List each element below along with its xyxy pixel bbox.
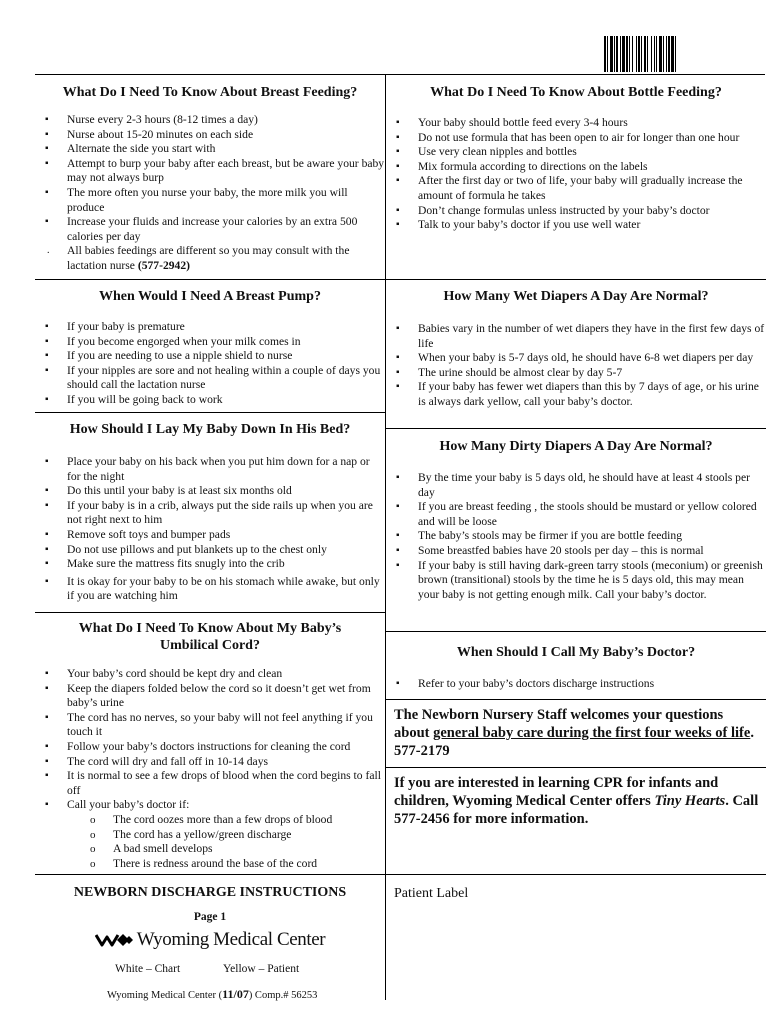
cord-list: [35, 667, 385, 813]
dirty-diapers-section: [386, 438, 766, 602]
lactation-phone: (577-2942): [137, 258, 191, 272]
form-title: NEWBORN DISCHARGE INSTRUCTIONS: [73, 885, 347, 900]
wet-diapers-title: How Many Wet Diapers A Day Are Normal?: [443, 289, 709, 304]
logo: [35, 929, 385, 951]
breast-pump-list: [35, 320, 385, 408]
lay-down-section: [35, 421, 385, 604]
bottle-feeding-list: [386, 116, 766, 233]
wet-diapers-list: [386, 322, 766, 410]
list-item: ▪ Do not use pillows and put blankets up to the chest only: [35, 543, 385, 558]
copy-distribution: [35, 963, 385, 979]
list-item: ▪ The cord has no nerves, so your baby will not feel anything if you touch it: [35, 711, 385, 740]
list-item: ▪ Do this until your baby is at least six months old: [35, 484, 385, 499]
list-item: ▪ Nurse about 15-20 minutes on each side: [35, 128, 385, 143]
list-item: ▪ If you are breast feeding , the stools should be mustard or yellow colored and will be loose: [386, 500, 766, 529]
list-item: ▪ After the first day or two of life, your baby will gradually increase the amount of formula he takes: [386, 174, 766, 203]
list-item: ▪ Nurse every 2-3 hours (8-12 times a day): [35, 113, 385, 128]
cord-section: [35, 620, 385, 871]
wmc-logo-icon: [95, 932, 133, 948]
breast-pump-section: [35, 288, 385, 408]
rule: [386, 279, 766, 280]
bottle-feeding-section: [386, 84, 766, 233]
rule: [386, 631, 766, 632]
rule: [35, 412, 385, 413]
lay-down-title: How Should I Lay My Baby Down In His Bed?: [69, 422, 351, 437]
list-item: o The cord oozes more than a few drops of blood: [35, 813, 385, 828]
list-item: ▪ Remove soft toys and bumper pads: [35, 528, 385, 543]
list-item: ▪ Use very clean nipples and bottles: [386, 145, 766, 160]
list-item: ▪ Follow your baby’s doctors instructions for cleaning the cord: [35, 740, 385, 755]
call-doctor-title: When Should I Call My Baby’s Doctor?: [456, 645, 696, 660]
rule: [35, 279, 385, 280]
breast-feeding-section: [35, 84, 385, 274]
list-item: ▪ It is normal to see a few drops of blood when the cord begins to fall off: [35, 769, 385, 798]
list-item: ▪ By the time your baby is 5 days old, he should have at least 4 stools per day: [386, 471, 766, 500]
copy-yellow: Yellow – Patient: [223, 963, 300, 975]
patient-label: Patient Label: [394, 886, 469, 901]
list-item: ▪ The cord will dry and fall off in 10-14 days: [35, 755, 385, 770]
list-item: ▪ Place your baby on his back when you put him down for a nap or for the night: [35, 455, 385, 484]
list-item: ▪ If your baby is still having dark-green tarry stools (meconium) or greenish brown (transitional) stools by the time he is 5 days old, this may mean your baby is not getting enough milk. Call your baby’s doctor.: [386, 559, 766, 603]
rule: [386, 767, 766, 768]
breast-feeding-title: What Do I Need To Know About Breast Feeding?: [62, 85, 358, 100]
rule: [386, 874, 766, 875]
barcode: [604, 36, 726, 72]
list-item: ▪ If you will be going back to work: [35, 393, 385, 408]
breast-feeding-list: [35, 113, 385, 274]
footer-block: [35, 885, 385, 1002]
list-item: ▪ The urine should be almost clear by day 5-7: [386, 366, 766, 381]
list-item: ▪ Increase your fluids and increase your calories by an extra 500 calories per day: [35, 215, 385, 244]
list-item: ▪ If your baby is in a crib, always put the side rails up when you are not right next to him: [35, 499, 385, 528]
form-number: Wyoming Medical Center (11/07) Comp.# 56253: [107, 987, 318, 1001]
list-item: ▪ Attempt to burp your baby after each breast, but be aware your baby may not always burp: [35, 157, 385, 186]
list-item: ▪ Don’t change formulas unless instructed by your baby’s doctor: [386, 204, 766, 219]
list-item: ▪ It is okay for your baby to be on his stomach while awake, but only if you are watching him: [35, 575, 385, 604]
dirty-diapers-list: [386, 471, 766, 602]
call-doctor-section: [386, 644, 766, 692]
list-item: ▪ The more often you nurse your baby, the more milk you will produce: [35, 186, 385, 215]
rule: [386, 428, 766, 429]
list-item: ▪ If your baby has fewer wet diapers than this by 7 days of age, or his urine is always dark yellow, call your baby’s doctor.: [386, 380, 766, 409]
list-item: ▪ Call your baby’s doctor if:: [35, 798, 385, 813]
list-item: ▪ Keep the diapers folded below the cord so it doesn’t get wet from baby’s urine: [35, 682, 385, 711]
list-item: ▪ If your baby is premature: [35, 320, 385, 335]
list-item: ▪ Your baby should bottle feed every 3-4 hours: [386, 116, 766, 131]
list-item: ▪ Some breastfed babies have 20 stools per day – this is normal: [386, 544, 766, 559]
list-item: ▪ If you are needing to use a nipple shield to nurse: [35, 349, 385, 364]
list-item: ▪ Do not use formula that has been open to air for longer than one hour: [386, 131, 766, 146]
barcode-bar: [676, 36, 678, 72]
list-item: ▪ If you become engorged when your milk comes in: [35, 335, 385, 350]
list-item: o A bad smell develops: [35, 842, 385, 857]
call-doctor-list: [386, 677, 766, 692]
breast-pump-title: When Would I Need A Breast Pump?: [99, 289, 321, 304]
wet-diapers-section: [386, 288, 766, 410]
list-item: ▪ Babies vary in the number of wet diapers they have in the first few days of life: [386, 322, 766, 351]
right-column: [385, 74, 766, 1000]
list-item: ▪ Your baby’s cord should be kept dry and clean: [35, 667, 385, 682]
list-item: ▪ The baby’s stools may be firmer if you are bottle feeding: [386, 529, 766, 544]
rule: [386, 699, 766, 700]
list-item: ▪ Mix formula according to directions on the labels: [386, 160, 766, 175]
bottle-feeding-title: What Do I Need To Know About Bottle Feeding?: [430, 85, 722, 100]
cord-sub-list: [35, 813, 385, 871]
cpr-note: If you are interested in learning CPR for infants and children, Wyoming Medical Center offers Tiny Hearts. Call 577-2456 for more information.: [394, 775, 759, 827]
list-item: . All babies feedings are different so you may consult with the lactation nurse (577-2942): [35, 244, 385, 273]
lay-down-list: [35, 455, 385, 604]
list-item: ▪ Talk to your baby’s doctor if you use well water: [386, 218, 766, 233]
page-number: Page 1: [193, 911, 227, 923]
list-item: o There is redness around the base of the cord: [35, 857, 385, 872]
logo-text: Wyoming Medical Center: [136, 929, 326, 950]
page: [35, 74, 765, 1000]
rule: [35, 874, 385, 875]
cord-title: What Do I Need To Know About My Baby’s Umbilical Cord?: [78, 621, 342, 653]
list-item: ▪ Make sure the mattress fits snugly into the crib: [35, 557, 385, 572]
list-item: ▪ When your baby is 5-7 days old, he should have 6-8 wet diapers per day: [386, 351, 766, 366]
dirty-diapers-title: How Many Dirty Diapers A Day Are Normal?: [439, 439, 713, 454]
nursery-note: The Newborn Nursery Staff welcomes your questions about general baby care during the first four weeks of life. 577-2179: [394, 707, 754, 759]
rule: [35, 612, 385, 613]
list-item: ▪ Refer to your baby’s doctors discharge instructions: [386, 677, 766, 692]
list-item: ▪ Alternate the side you start with: [35, 142, 385, 157]
copy-white: White – Chart: [115, 963, 181, 975]
list-item: o The cord has a yellow/green discharge: [35, 828, 385, 843]
list-item: ▪ If your nipples are sore and not healing within a couple of days you should call the lactation nurse: [35, 364, 385, 393]
